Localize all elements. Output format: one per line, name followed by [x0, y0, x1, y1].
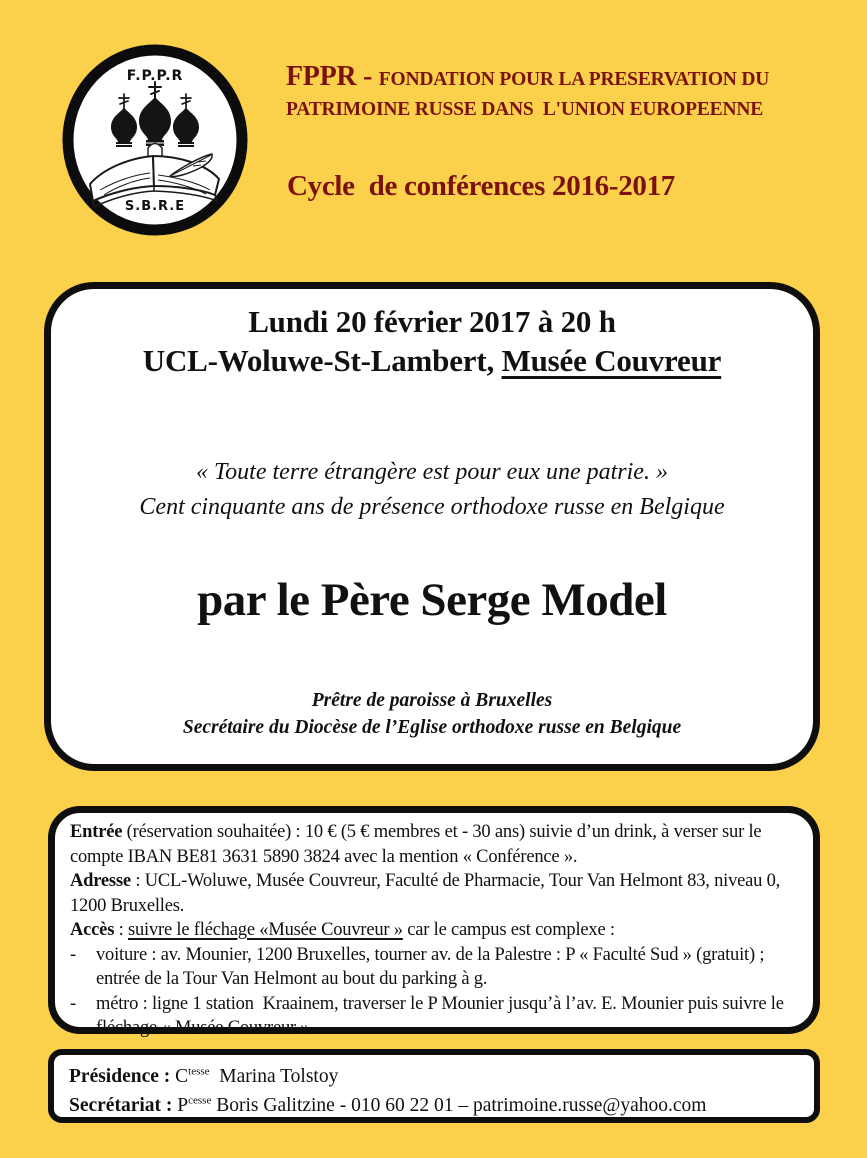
adresse-paragraph [70, 869, 798, 918]
secretariat-line: Secrétariat : $P^{cesse}$ Boris Galitzine - 010 60 22 01 – patrimoine.russe@yahoo.com [69, 1094, 707, 1116]
logo-bottom-text: S.B.R.E [124, 199, 186, 214]
practical-info-box [48, 806, 820, 1038]
organization-name [286, 62, 806, 125]
presidence-superscript: tesse [188, 1065, 210, 1078]
speaker-credits [51, 687, 813, 741]
speaker-line: par le Père Serge Model [197, 574, 667, 626]
acces-underlined: suivre le fléchage «Musée Couvreur » [128, 920, 403, 940]
bullet-metro: métro : ligne 1 station Kraainem, traverser le P Mounier jusqu’à l’av. E. Mounier puis suivre le fléchage « Musée Couvreur ». [96, 993, 789, 1038]
bullet-marker: - [70, 993, 76, 1014]
entree-paragraph [70, 820, 798, 869]
bullet-marker: - [70, 944, 76, 965]
acces-text-after: car le campus est complexe : [402, 920, 615, 940]
speaker-role-2: Secrétaire du Diocèse de l’Eglise orthodoxe russe en Belgique [182, 717, 682, 738]
adresse-label: Adresse [70, 871, 131, 891]
org-name-line1: FONDATION POUR LA PRESERVATION DU [378, 69, 770, 90]
secretariat-superscript: cesse [188, 1094, 212, 1107]
adresse-text: : UCL-Woluwe, Musée Couvreur, Faculté de Pharmacie, Tour Van Helmont 83, niveau 0, 1200 Bruxelles. [70, 871, 785, 916]
entree-text: (réservation souhaitée) : 10 € (5 € membres et - 30 ans) suivie d’un drink, à verser sur le compte IBAN BE81 3631 5890 3824 avec la mention « Conférence ». [70, 822, 766, 867]
presidence-line: Présidence : $C^{tesse}$ Marina Tolstoy [69, 1065, 339, 1087]
presidence-label: Présidence : [69, 1066, 171, 1087]
event-title [51, 302, 813, 380]
event-box [44, 282, 820, 771]
org-name-line2: PATRIMOINE RUSSE DANS L'UNION EUROPEENNE [286, 99, 764, 120]
secretariat-label: Secrétariat : [69, 1095, 173, 1116]
event-quote-block [51, 455, 813, 525]
presidence-name: Marina Tolstoy [209, 1066, 339, 1087]
event-location-museum: Musée Couvreur [501, 343, 722, 378]
contact-box [48, 1049, 820, 1123]
event-location: UCL-Woluwe-St-Lambert, Musée Couvreur [142, 343, 722, 378]
list-item [70, 992, 798, 1041]
acces-label: Accès [70, 920, 115, 940]
bullet-voiture: voiture : av. Mounier, 1200 Bruxelles, tourner av. de la Palestre : P « Faculté Sud » (gratuit) ; entrée de la Tour Van Helmont au bout du parking à g. [96, 944, 769, 989]
event-datetime: Lundi 20 février 2017 à 20 h [248, 304, 616, 339]
acces-paragraph: Accès : suivre le fléchage «Musée Couvreur » car le campus est complexe : [70, 920, 615, 940]
event-quote: « Toute terre étrangère est pour eux une patrie. » [196, 459, 668, 485]
event-subtitle: Cent cinquante ans de présence orthodoxe russe en Belgique [139, 494, 725, 520]
conference-series-title: Cycle de conférences 2016-2017 [287, 170, 676, 202]
org-abbr: FPPR - [286, 61, 379, 92]
logo-top-text: F.P.P.R [126, 68, 184, 84]
speaker-role-1: Prêtre de paroisse à Bruxelles [311, 690, 553, 711]
secretariat-text: Boris Galitzine - 010 60 22 01 – patrimoine.russe@yahoo.com [211, 1095, 707, 1116]
entree-label: Entrée [70, 822, 123, 842]
list-item [70, 943, 798, 992]
fppr-logo-icon [60, 44, 250, 236]
